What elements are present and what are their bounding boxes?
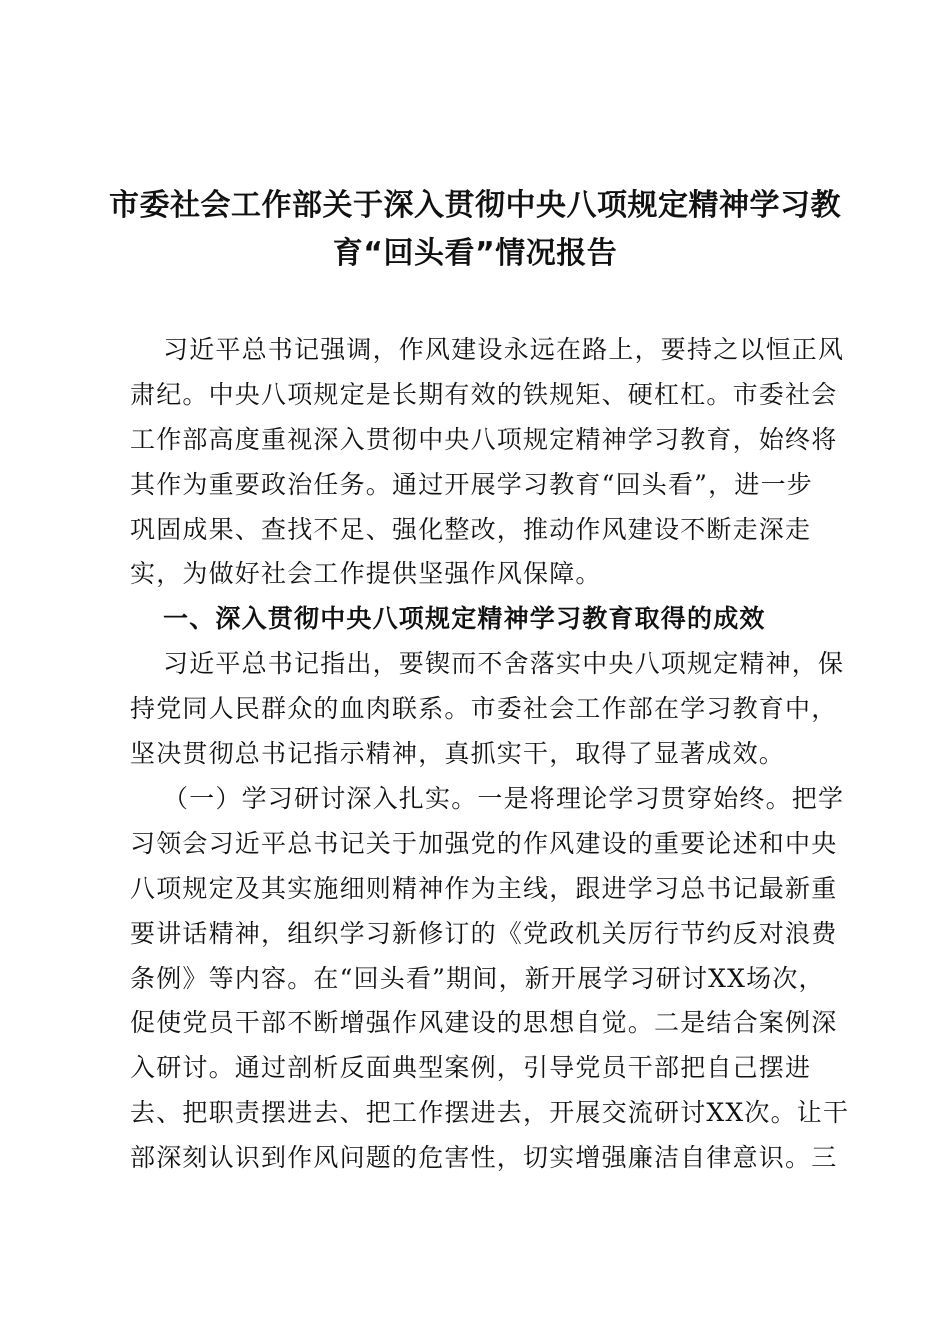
paragraph-line: 促使党员干部不断增强作风建设的思想自觉。二是结合案例深 — [130, 1008, 838, 1037]
paragraph-line: 习近平总书记强调，作风建设永远在路上，要持之以恒正风 — [163, 335, 845, 364]
paragraph-line: 坚决贯彻总书记指示精神，真抓实干，取得了显著成效。 — [130, 739, 786, 768]
paragraph-line: 要讲话精神，组织学习新修订的《党政机关厉行节约反对浪费 — [130, 919, 838, 948]
paragraph-line: 八项规定及其实施细则精神作为主线，跟进学习总书记最新重 — [130, 874, 838, 903]
paragraph-line: 习近平总书记指出，要锲而不舍落实中央八项规定精神，保 — [163, 649, 845, 678]
heading-line: 一、深入贯彻中央八项规定精神学习教育取得的成效 — [163, 604, 766, 633]
document-title-line: 市委社会工作部关于深入贯彻中央八项规定精神学习教 — [109, 188, 841, 223]
paragraph-line: 条例》等内容。在“回头看”期间，新开展学习研讨XX场次， — [130, 964, 825, 993]
paragraph-line: 持党同人民群众的血肉联系。市委社会工作部在学习教育中， — [130, 694, 838, 723]
paragraph-line: 实，为做好社会工作提供坚强作风保障。 — [130, 559, 602, 588]
paragraph-line: 巩固成果、查找不足、强化整改，推动作风建设不断走深走 — [130, 515, 812, 544]
paragraph-line: 部深刻认识到作风问题的危害性，切实增强廉洁自律意识。三 — [130, 1143, 838, 1172]
paragraph-line: 工作部高度重视深入贯彻中央八项规定精神学习教育，始终将 — [130, 425, 838, 454]
document-title-line: 育“回头看”情况报告 — [332, 236, 618, 271]
paragraph-line: 其作为重要政治任务。通过开展学习教育“回头看”，进一步 — [130, 470, 813, 499]
paragraph-line: （一）学习研讨深入扎实。一是将理论学习贯穿始终。把学 — [163, 784, 845, 813]
paragraph-line: 肃纪。中央八项规定是长期有效的铁规矩、硬杠杠。市委社会 — [130, 380, 838, 409]
paragraph-line: 去、把职责摆进去、把工作摆进去，开展交流研讨XX次。让干 — [130, 1098, 850, 1127]
paragraph-line: 入研讨。通过剖析反面典型案例，引导党员干部把自己摆进 — [130, 1053, 812, 1082]
paragraph-line: 习领会习近平总书记关于加强党的作风建设的重要论述和中央 — [130, 829, 838, 858]
